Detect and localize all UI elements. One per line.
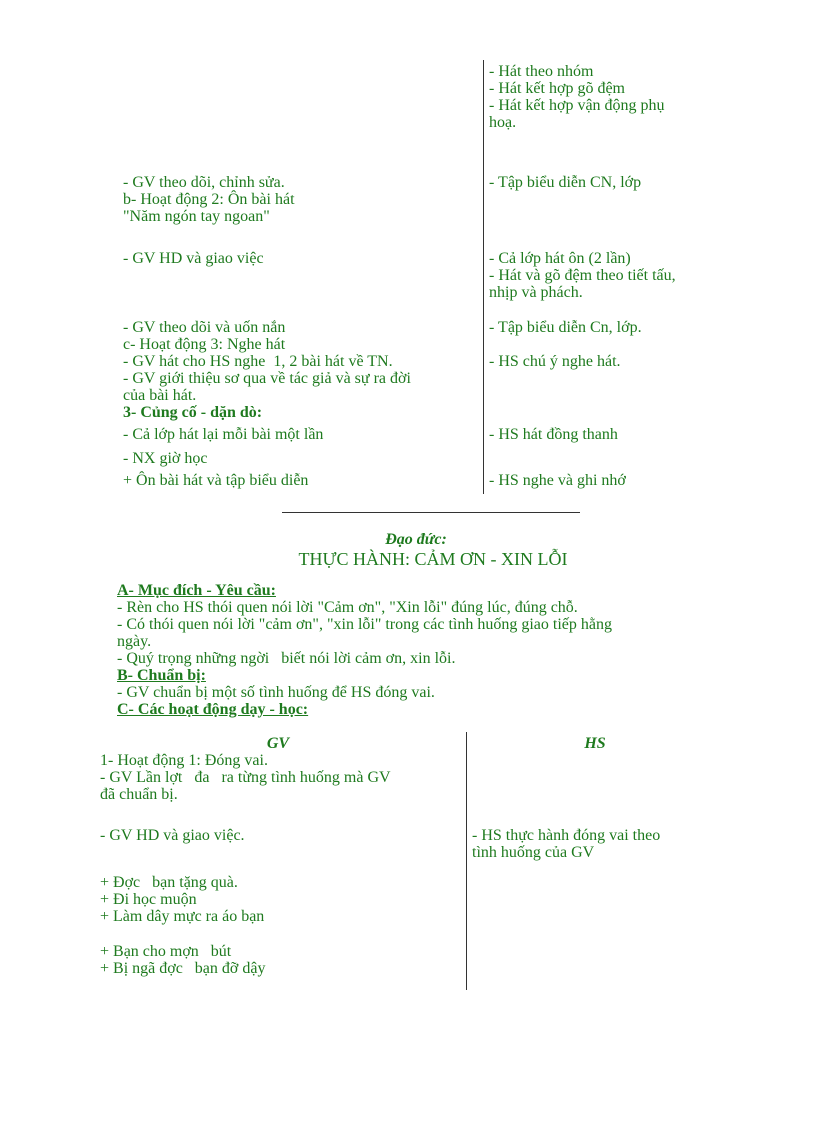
top-right-line: nhịp và phách.: [489, 284, 583, 301]
section-separator: [282, 512, 580, 513]
bottom-right-line: - HS thực hành đóng vai theo: [472, 827, 661, 844]
top-right-line: hoạ.: [489, 114, 517, 131]
top-table-divider: [483, 60, 484, 494]
lesson-title: THỰC HÀNH: CẢM ƠN - XIN LỖI: [298, 549, 568, 569]
top-left-line: - NX giờ học: [123, 450, 208, 467]
top-left-line: - Cả lớp hát lại mỗi bài một lần: [123, 426, 324, 443]
top-left-line: "Năm ngón tay ngoan": [123, 208, 270, 225]
section-a-heading: A- Mục đích - Yêu cầu:: [117, 582, 276, 599]
section-a-item: - Có thói quen nói lời "cảm ơn", "xin lỗi" trong các tình huống giao tiếp hằng: [117, 616, 612, 633]
lesson-subject: Đạo đức:: [385, 531, 447, 548]
section-b-item: - GV chuẩn bị một số tình huống để HS đóng vai.: [117, 684, 435, 701]
top-right-line: - Hát kết hợp gõ đệm: [489, 80, 625, 97]
top-right-line: - HS nghe và ghi nhớ: [489, 472, 626, 489]
top-right-line: - Tập biểu diễn CN, lớp: [489, 174, 642, 191]
bottom-left-line: + Bạn cho mợn bút: [100, 943, 232, 960]
bottom-left-line: + Đợc bạn tặng quà.: [100, 874, 238, 891]
section-a-item: ngày.: [117, 633, 152, 650]
section-b-heading: B- Chuẩn bị:: [117, 667, 206, 684]
top-right-line: - Hát kết hợp vận động phụ: [489, 97, 665, 114]
section-a-item: - Rèn cho HS thói quen nói lời "Cảm ơn", "Xin lỗi" đúng lúc, đúng chỗ.: [117, 599, 578, 616]
top-left-line: - GV HD và giao việc: [123, 250, 264, 267]
column-header-gv: GV: [266, 735, 290, 752]
section-a-item: - Quý trọng những ngời biết nói lời cảm ơn, xin lỗi.: [117, 650, 456, 667]
section-c-heading: C- Các hoạt động dạy - học:: [117, 701, 309, 718]
top-right-line: - Hát theo nhóm: [489, 63, 594, 80]
column-header-hs: HS: [584, 735, 606, 752]
bottom-left-line: - GV Lần lợt đa ra từng tình huống mà GV: [100, 769, 391, 786]
top-right-line: - HS chú ý nghe hát.: [489, 353, 621, 370]
top-left-line: - GV giới thiệu sơ qua về tác giả và sự ra đời: [123, 370, 411, 387]
top-left-line: + Ôn bài hát và tập biểu diễn: [123, 472, 309, 489]
top-left-line: - GV theo dõi, chỉnh sửa.: [123, 174, 285, 191]
top-left-line: - GV hát cho HS nghe 1, 2 bài hát về TN.: [123, 353, 393, 370]
top-left-line: của bài hát.: [123, 387, 197, 404]
bottom-left-line: + Đi học muộn: [100, 891, 197, 908]
bottom-left-line: đã chuẩn bị.: [100, 786, 178, 803]
top-left-line: c- Hoạt động 3: Nghe hát: [123, 336, 286, 353]
top-right-line: - Tập biểu diễn Cn, lớp.: [489, 319, 642, 336]
top-right-line: - HS hát đồng thanh: [489, 426, 618, 443]
bottom-right-line: tình huống của GV: [472, 844, 595, 861]
bottom-left-line: + Bị ngã đợc bạn đỡ dậy: [100, 960, 266, 977]
top-left-line: - GV theo dõi và uốn nắn: [123, 319, 286, 336]
bottom-left-line: - GV HD và giao việc.: [100, 827, 245, 844]
bottom-left-line: + Làm dây mực ra áo bạn: [100, 908, 265, 925]
top-right-line: - Hát và gõ đệm theo tiết tấu,: [489, 267, 676, 284]
bottom-table-divider: [466, 732, 467, 990]
top-right-line: - Cả lớp hát ôn (2 lần): [489, 250, 631, 267]
section-heading-cung-co: 3- Củng cố - dặn dò:: [123, 404, 263, 421]
bottom-left-line: 1- Hoạt động 1: Đóng vai.: [100, 752, 268, 769]
top-left-line: b- Hoạt động 2: Ôn bài hát: [123, 191, 295, 208]
